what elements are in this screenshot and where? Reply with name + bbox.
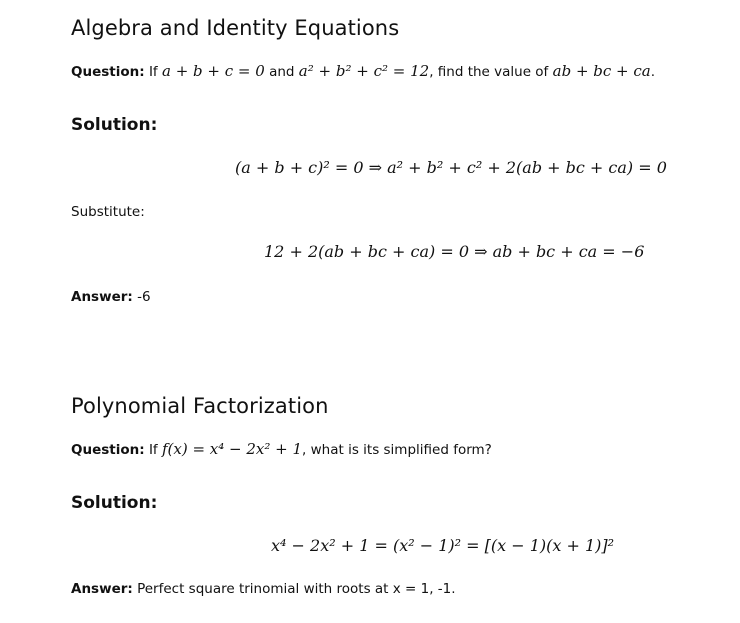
question-text: and [269,64,295,80]
question-math: f(x) = x⁴ − 2x² + 1 [161,440,303,458]
question-label: Question: [71,64,145,80]
answer-label: Answer: [71,289,133,305]
solution-heading-algebra: Solution: [71,115,158,135]
substitute-text: Substitute: [71,204,145,220]
question-text: . [650,64,656,80]
answer-polynomial [71,579,456,599]
answer-label: Answer: [71,581,133,597]
equation-factorization: x⁴ − 2x² + 1 = (x² − 1)² = [(x − 1)(x + 1)]² [271,536,615,555]
question-text: , find the value of [429,64,549,80]
question-math: ab + bc + ca [552,62,651,80]
question-label: Question: [71,442,145,458]
question-math: a + b + c = 0 [161,62,265,80]
question-text: If [148,442,158,458]
answer-value: -6 [137,289,151,305]
answer-value: Perfect square trinomial with roots at x = 1, -1. [137,581,456,597]
question-text: If [148,64,158,80]
question-text: , what is its simplified form? [302,442,492,458]
equation-identity-expansion: (a + b + c)² = 0 ⇒ a² + b² + c² + 2(ab + bc + ca) = 0 [235,158,667,177]
answer-algebra [71,287,151,307]
question-algebra [71,61,655,82]
section-title-algebra: Algebra and Identity Equations [71,16,400,40]
question-polynomial [71,439,492,460]
section-title-polynomial: Polynomial Factorization [71,394,329,418]
equation-substitution: 12 + 2(ab + bc + ca) = 0 ⇒ ab + bc + ca = −6 [264,242,645,261]
question-math: a² + b² + c² = 12 [298,62,430,80]
solution-heading-polynomial: Solution: [71,493,158,513]
